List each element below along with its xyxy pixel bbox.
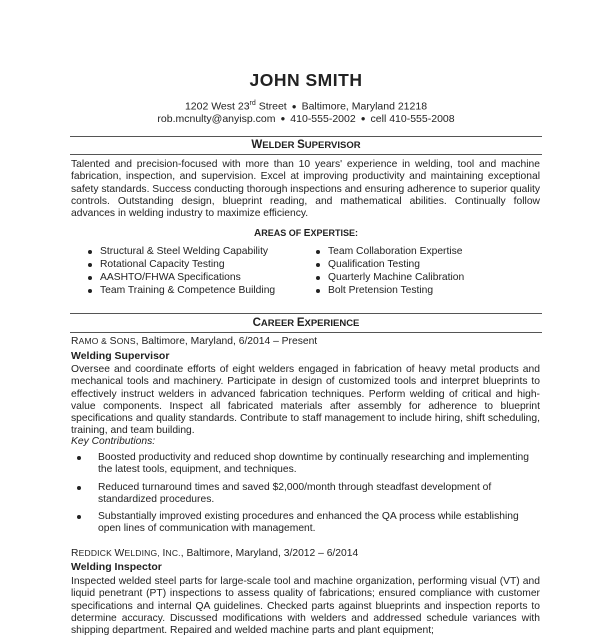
list-item: Team Collaboration Expertise [314, 245, 544, 258]
list-item: Substantially improved existing procedures and enhanced the QA process while establishing open lines of communication with management. [71, 511, 541, 536]
list-item: Boosted productivity and reduced shop downtime by continually researching and implementing the latest tools, equipment, and techniques. [71, 452, 541, 477]
job-title: Welding Supervisor [71, 350, 170, 362]
divider [70, 313, 542, 314]
career-experience-heading: CAREER EXPERIENCE [252, 317, 360, 329]
list-item: AASHTO/FHWA Specifications [86, 271, 296, 284]
contact-line [0, 113, 612, 126]
list-item: Team Training & Competence Building [86, 284, 296, 297]
job-description: Oversee and coordinate efforts of eight welders engaged in fabrication of heavy metal products and mechanical tools and machinery. Participate in design of customized tools and interpret blueprints to effectively instruct welders in advanced fabrication techniques. Perform welding of critical and high-value components. Inspect all fabricated materials after assembly for adherence to blueprint specifications and quality standards. Contribute to staff management to include hiring, shift scheduling, training, and team building. [71, 364, 540, 437]
address-street: Street [255, 100, 287, 113]
areas-of-expertise-heading: AREAS OF EXPERTISE: [254, 228, 358, 239]
list-item: Bolt Pretension Testing [314, 284, 544, 297]
bullet-separator-icon: ● [280, 114, 286, 123]
divider [70, 136, 542, 137]
job-target-heading: WELDER SUPERVISOR [251, 139, 361, 151]
bullet-separator-icon: ● [360, 114, 366, 123]
address-city: Baltimore, Maryland 21218 [301, 100, 428, 113]
list-item: Qualification Testing [314, 258, 544, 271]
expertise-list-left [86, 245, 296, 297]
employer-line: RAMO & SONS, Baltimore, Maryland, 6/2014 – Present [71, 336, 318, 347]
summary-paragraph: Talented and precision-focused with more than 10 years' experience in welding, tool and machine fabrication, inspection, and supervision. Excel at improving productivity and maintaining exceptional safety standards. Success conducting thorough inspections and ensuring adherence to superior quality controls. Outstanding design, blueprint reading, and mathematical abilities. Continually follow advances in welding industry to maximize efficiency. [71, 159, 540, 219]
list-item: Quarterly Machine Calibration [314, 271, 544, 284]
address-street-number: 1202 West 23 [184, 100, 250, 113]
key-contributions-label: Key Contributions: [71, 436, 156, 447]
divider [70, 332, 542, 333]
list-item: Reduced turnaround times and saved $2,000/month through steadfast development of standardized procedures. [71, 482, 541, 507]
cell-phone: cell 410-555-2008 [370, 113, 455, 125]
address-ordinal: rd [249, 100, 256, 107]
employer-line: REDDICK WELDING, INC., Baltimore, Maryland, 3/2012 – 6/2014 [71, 548, 359, 559]
candidate-name: JOHN SMITH [249, 70, 363, 90]
contributions-list [71, 452, 541, 541]
list-item: Rotational Capacity Testing [86, 258, 296, 271]
expertise-list-right [314, 245, 544, 297]
phone: 410-555-2002 [290, 113, 356, 125]
job-title: Welding Inspector [71, 561, 162, 573]
divider [70, 154, 542, 155]
bullet-separator-icon: ● [291, 101, 297, 111]
address-line [0, 97, 612, 114]
email[interactable]: rob.mcnulty@anyisp.com [157, 113, 276, 125]
job-description: Inspected welded steel parts for large-scale tool and machine organization, performing visual (VT) and liquid penetrant (PT) inspections to assess quality of fabrications; ensured compliance with customer specifications and internal QA guidelines. Checked parts against blueprints and inspection reports to determine accuracy. Discussed modifications with welders and addressed schedule variances with shipping department. Repaired and welded machine parts and plant equipment; [71, 576, 540, 636]
list-item: Structural & Steel Welding Capability [86, 245, 296, 258]
